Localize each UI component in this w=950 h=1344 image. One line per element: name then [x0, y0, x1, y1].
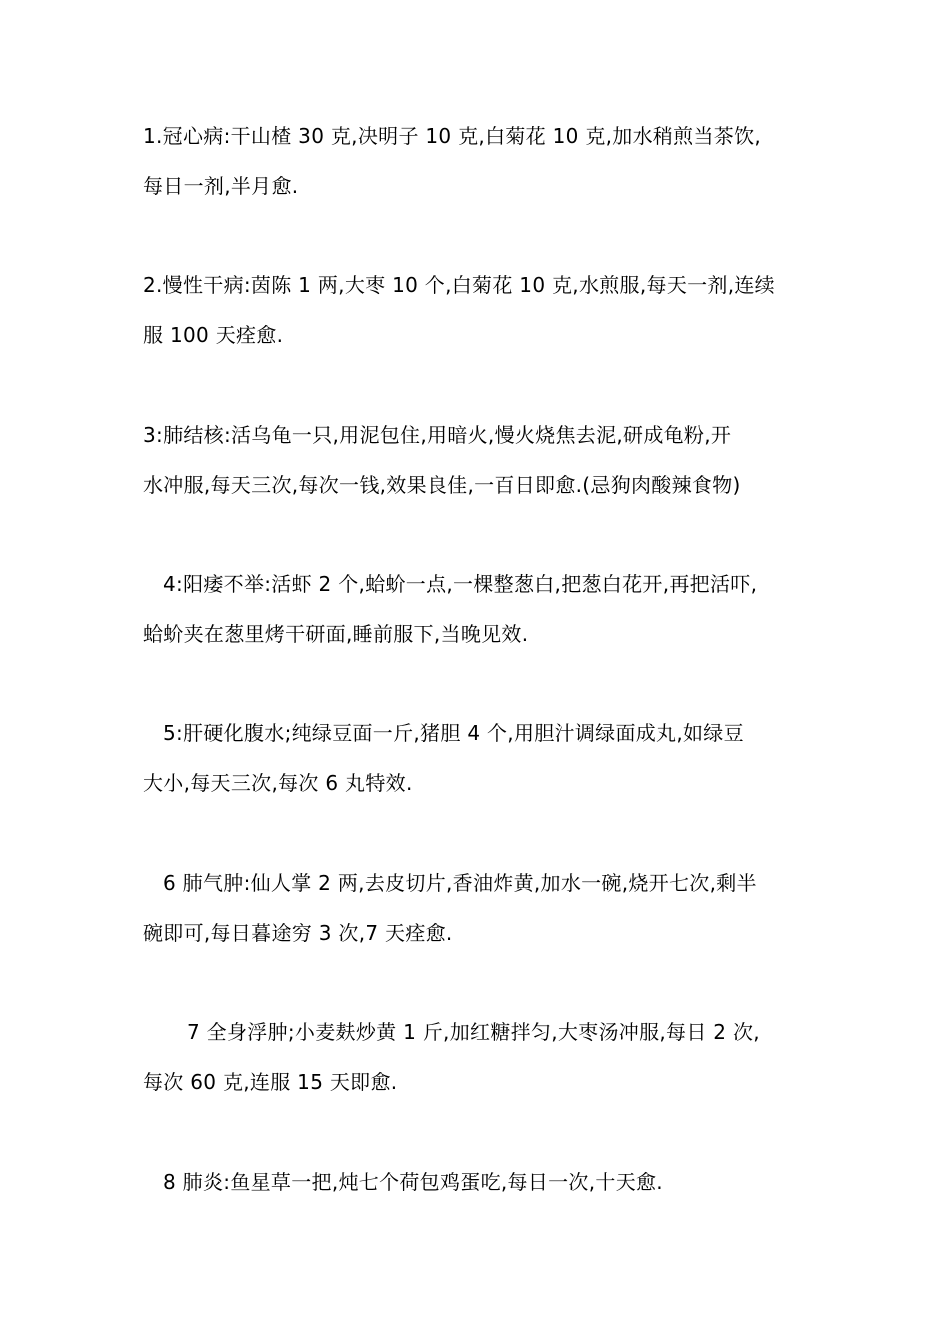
entry-line: 每次 60 克,连服 15 天即愈. — [143, 1070, 398, 1094]
remedy-entry-5 — [143, 708, 823, 808]
remedy-entry-3 — [143, 410, 823, 510]
entry-line: 3:肺结核:活乌龟一只,用泥包住,用暗火,慢火烧焦去泥,研成龟粉,开 — [143, 423, 732, 447]
entry-line: 蛤蚧夹在葱里烤干研面,睡前服下,当晚见效. — [143, 622, 529, 646]
remedy-entry-1 — [143, 111, 823, 211]
entry-line: 大小,每天三次,每次 6 丸特效. — [143, 771, 413, 795]
remedy-entry-2 — [143, 260, 823, 360]
entry-line: 2.慢性干病:茵陈 1 两,大枣 10 个,白菊花 10 克,水煎服,每天一剂,连续 — [143, 273, 775, 297]
remedy-entry-4 — [143, 559, 823, 659]
entry-line: 8 肺炎:鱼星草一把,炖七个荷包鸡蛋吃,每日一次,十天愈. — [163, 1170, 663, 1194]
entry-line: 6 肺气肿:仙人掌 2 两,去皮切片,香油炸黄,加水一碗,烧开七次,剩半 — [163, 871, 757, 895]
entry-line: 5:肝硬化腹水;纯绿豆面一斤,猪胆 4 个,用胆汁调绿面成丸,如绿豆 — [163, 721, 744, 745]
remedy-entry-8 — [143, 1157, 823, 1207]
entry-line: 4:阳痿不举:活虾 2 个,蛤蚧一点,一棵整葱白,把葱白花开,再把活吓, — [163, 572, 758, 596]
remedy-entry-7 — [143, 1007, 823, 1107]
entry-line: 水冲服,每天三次,每次一钱,效果良佳,一百日即愈.(忌狗肉酸辣食物) — [143, 473, 741, 497]
entry-line: 7 全身浮肿;小麦麸炒黄 1 斤,加红糖拌匀,大枣汤冲服,每日 2 次, — [187, 1020, 760, 1044]
remedy-entry-6 — [143, 858, 823, 958]
entry-line: 每日一剂,半月愈. — [143, 174, 299, 198]
entry-line: 碗即可,每日暮途穷 3 次,7 天痊愈. — [143, 921, 453, 945]
entry-line: 服 100 天痊愈. — [143, 323, 284, 347]
entry-line: 1.冠心病:干山楂 30 克,决明子 10 克,白菊花 10 克,加水稍煎当茶饮, — [143, 124, 762, 148]
